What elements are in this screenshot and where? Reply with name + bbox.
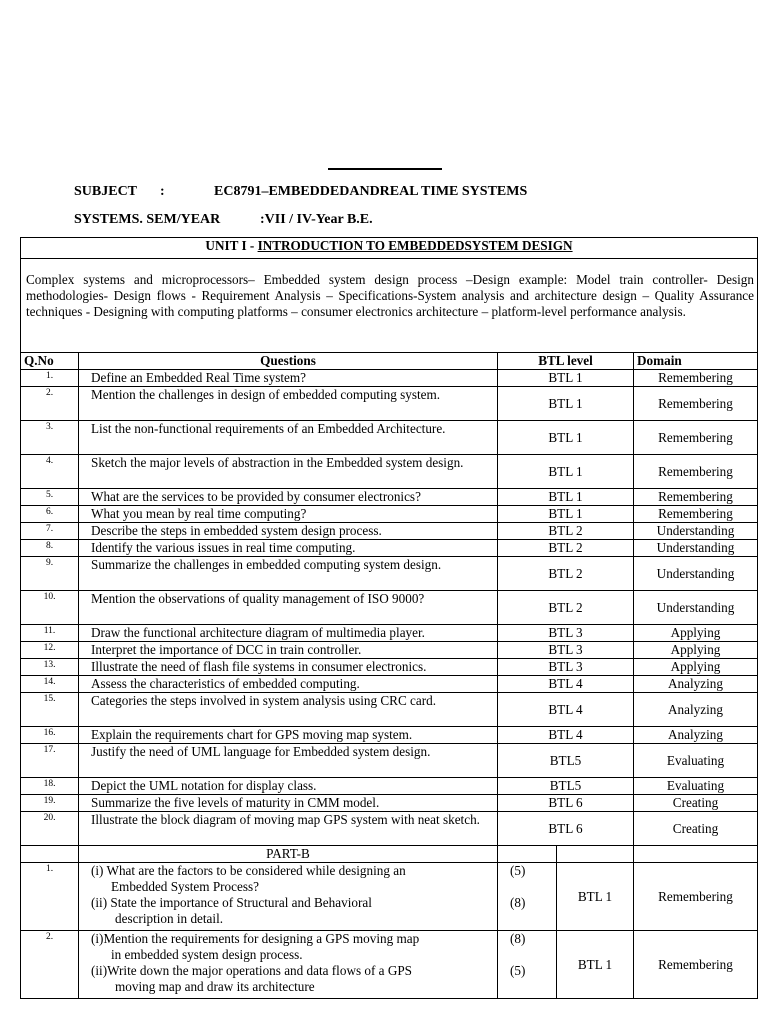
btl-level: BTL 2 xyxy=(498,591,634,625)
btl-level: BTL 2 xyxy=(498,557,634,591)
question-number: 4. xyxy=(21,455,79,489)
subquestion-2b: description in detail. xyxy=(115,911,224,926)
subject-colon: : xyxy=(160,184,165,199)
subquestion-2a: (ii) State the importance of Structural and Behavioral xyxy=(91,895,372,910)
col-header-btl: BTL level xyxy=(498,353,634,370)
btl-level: BTL 3 xyxy=(498,659,634,676)
domain-level: Understanding xyxy=(634,557,758,591)
question-number: 1. xyxy=(21,370,79,387)
question-text: Explain the requirements chart for GPS moving map system. xyxy=(79,727,498,744)
table-row xyxy=(21,540,758,557)
subquestion-2a: (ii)Write down the major operations and data flows of a GPS xyxy=(91,963,413,978)
btl-level: BTL 4 xyxy=(498,727,634,744)
question-number: 19. xyxy=(21,795,79,812)
domain-level: Remembering xyxy=(634,455,758,489)
table-row xyxy=(21,863,758,931)
domain-level: Applying xyxy=(634,625,758,642)
btl-level: BTL 1 xyxy=(498,370,634,387)
table-row xyxy=(21,489,758,506)
question-text: Draw the functional architecture diagram of multimedia player. xyxy=(79,625,498,642)
domain-level: Analyzing xyxy=(634,676,758,693)
question-number: 10. xyxy=(21,591,79,625)
question-number: 14. xyxy=(21,676,79,693)
domain-level: Remembering xyxy=(634,506,758,523)
question-text: Depict the UML notation for display class. xyxy=(79,778,498,795)
col-header-questions: Questions xyxy=(79,353,498,370)
question-number: 8. xyxy=(21,540,79,557)
question-number: 9. xyxy=(21,557,79,591)
table-row xyxy=(21,591,758,625)
subquestion-1a: (i)Mention the requirements for designing a GPS moving map xyxy=(91,931,420,946)
subquestion-2b: moving map and draw its architecture xyxy=(115,979,315,994)
table-row xyxy=(21,455,758,489)
btl-level: BTL 6 xyxy=(498,812,634,846)
domain-level: Evaluating xyxy=(634,778,758,795)
domain-level: Understanding xyxy=(634,540,758,557)
table-row xyxy=(21,506,758,523)
table-row xyxy=(21,727,758,744)
question-text: Justify the need of UML language for Embedded system design. xyxy=(79,744,498,778)
btl-level: BTL5 xyxy=(498,778,634,795)
domain-level: Applying xyxy=(634,642,758,659)
domain-level: Understanding xyxy=(634,591,758,625)
question-text: Illustrate the block diagram of moving map GPS system with neat sketch. xyxy=(79,812,498,846)
question-text: What are the services to be provided by consumer electronics? xyxy=(79,489,498,506)
question-text xyxy=(79,931,498,999)
subject-value: EC8791–EMBEDDEDANDREAL TIME SYSTEMS xyxy=(214,184,528,199)
unit-syllabus: Complex systems and microprocessors– Embedded system design process –Design example: Model train controller- Design methodologies- Design flows - Requirement Analysis – Specifications-System analysis and architecture design – Quality Assurance techniques - Designing with computing platforms – consumer electronics architecture – platform-level performance analysis. xyxy=(21,259,758,353)
question-text: Mention the observations of quality management of ISO 9000? xyxy=(79,591,498,625)
part-b-row xyxy=(21,846,758,863)
question-number: 2. xyxy=(21,387,79,421)
btl-level: BTL 2 xyxy=(498,523,634,540)
question-number: 2. xyxy=(21,931,79,999)
btl-level: BTL 1 xyxy=(498,506,634,523)
question-text: Assess the characteristics of embedded computing. xyxy=(79,676,498,693)
subquestion-1b: Embedded System Process? xyxy=(111,879,259,894)
question-number: 5. xyxy=(21,489,79,506)
semyear-label: SYSTEMS. SEM/YEAR xyxy=(74,212,221,227)
domain-level: Understanding xyxy=(634,523,758,540)
domain-level: Creating xyxy=(634,795,758,812)
table-row xyxy=(21,659,758,676)
domain-level: Evaluating xyxy=(634,744,758,778)
table-row xyxy=(21,557,758,591)
table-row xyxy=(21,625,758,642)
marks-2: (8) xyxy=(510,895,526,910)
table-row xyxy=(21,523,758,540)
marks-1: (8) xyxy=(510,931,526,946)
header-rule xyxy=(328,168,442,170)
domain-level: Remembering xyxy=(634,489,758,506)
question-number: 7. xyxy=(21,523,79,540)
question-text: Summarize the five levels of maturity in CMM model. xyxy=(79,795,498,812)
table-row xyxy=(21,795,758,812)
domain-level: Applying xyxy=(634,659,758,676)
question-text: Sketch the major levels of abstraction in the Embedded system design. xyxy=(79,455,498,489)
question-number: 18. xyxy=(21,778,79,795)
btl-level: BTL 1 xyxy=(498,455,634,489)
question-text: Describe the steps in embedded system design process. xyxy=(79,523,498,540)
question-number: 16. xyxy=(21,727,79,744)
question-table xyxy=(20,237,758,999)
question-number: 1. xyxy=(21,863,79,931)
marks xyxy=(498,931,557,999)
table-row xyxy=(21,421,758,455)
unit-title xyxy=(21,238,758,259)
question-number: 12. xyxy=(21,642,79,659)
marks xyxy=(498,863,557,931)
domain-level: Analyzing xyxy=(634,693,758,727)
part-b-label: PART-B xyxy=(79,846,498,863)
marks-1: (5) xyxy=(510,863,526,878)
table-row xyxy=(21,778,758,795)
btl-level: BTL 1 xyxy=(557,863,634,931)
domain-level: Remembering xyxy=(634,387,758,421)
domain-level: Remembering xyxy=(634,421,758,455)
btl-level: BTL 1 xyxy=(557,931,634,999)
subquestion-1a: (i) What are the factors to be considered while designing an xyxy=(91,863,406,878)
col-header-domain: Domain xyxy=(634,353,758,370)
question-number: 20. xyxy=(21,812,79,846)
btl-level: BTL 3 xyxy=(498,642,634,659)
btl-level: BTL 1 xyxy=(498,387,634,421)
btl-level: BTL 4 xyxy=(498,693,634,727)
table-row xyxy=(21,676,758,693)
btl-level: BTL 2 xyxy=(498,540,634,557)
question-number: 6. xyxy=(21,506,79,523)
btl-level: BTL 4 xyxy=(498,676,634,693)
question-text xyxy=(79,863,498,931)
semyear-line xyxy=(74,212,373,228)
col-header-qno: Q.No xyxy=(21,353,79,370)
table-row xyxy=(21,812,758,846)
subject-label: SUBJECT xyxy=(74,184,138,199)
question-number: 3. xyxy=(21,421,79,455)
domain-level: Remembering xyxy=(634,370,758,387)
question-text: Summarize the challenges in embedded computing system design. xyxy=(79,557,498,591)
question-number: 13. xyxy=(21,659,79,676)
table-row xyxy=(21,370,758,387)
subject-line xyxy=(74,184,527,200)
question-text: Mention the challenges in design of embedded computing system. xyxy=(79,387,498,421)
question-text: Categories the steps involved in system analysis using CRC card. xyxy=(79,693,498,727)
question-text: Illustrate the need of flash file systems in consumer electronics. xyxy=(79,659,498,676)
semyear-value: :VII / IV-Year B.E. xyxy=(260,212,373,227)
btl-level: BTL 1 xyxy=(498,489,634,506)
table-row xyxy=(21,642,758,659)
question-text: What you mean by real time computing? xyxy=(79,506,498,523)
question-text: Interpret the importance of DCC in train controller. xyxy=(79,642,498,659)
unit-name: INTRODUCTION TO EMBEDDEDSYSTEM DESIGN xyxy=(257,238,573,253)
domain-level: Analyzing xyxy=(634,727,758,744)
subquestion-1b: in embedded system design process. xyxy=(111,947,303,962)
question-text: Define an Embedded Real Time system? xyxy=(79,370,498,387)
question-number: 17. xyxy=(21,744,79,778)
btl-level: BTL 3 xyxy=(498,625,634,642)
table-row xyxy=(21,387,758,421)
table-row xyxy=(21,931,758,999)
marks-2: (5) xyxy=(510,963,526,978)
domain-level: Remembering xyxy=(634,863,758,931)
domain-level: Creating xyxy=(634,812,758,846)
question-text: List the non-functional requirements of an Embedded Architecture. xyxy=(79,421,498,455)
table-row xyxy=(21,744,758,778)
question-number: 11. xyxy=(21,625,79,642)
unit-prefix: UNIT I - xyxy=(205,238,258,253)
question-number: 15. xyxy=(21,693,79,727)
btl-level: BTL 1 xyxy=(498,421,634,455)
table-row xyxy=(21,693,758,727)
domain-level: Remembering xyxy=(634,931,758,999)
question-text: Identify the various issues in real time computing. xyxy=(79,540,498,557)
btl-level: BTL5 xyxy=(498,744,634,778)
btl-level: BTL 6 xyxy=(498,795,634,812)
